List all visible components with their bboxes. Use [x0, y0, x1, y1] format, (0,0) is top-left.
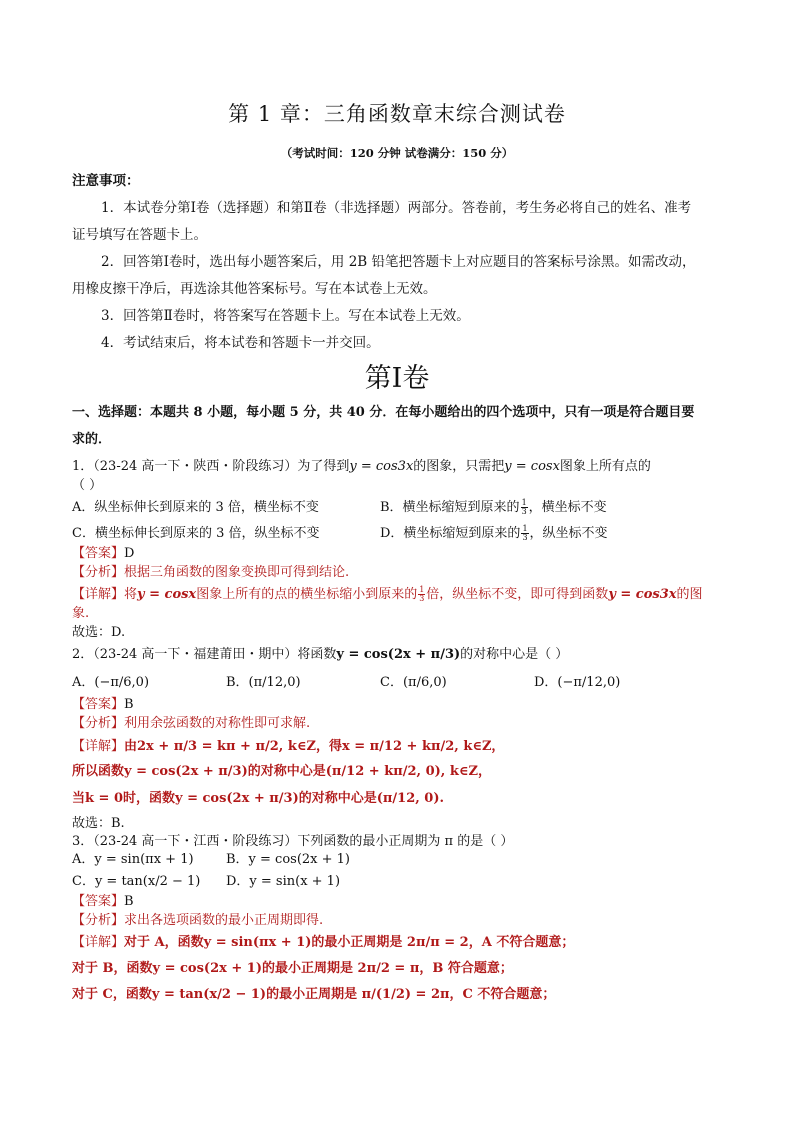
q1-answer	[72, 545, 134, 563]
q1-stem-mid: 的图象，只需把	[413, 459, 505, 474]
q2-stem-post: 的对称中心是（ ）	[460, 647, 569, 662]
q1-conclusion: 故选：D.	[72, 625, 126, 640]
q3-option-b: B．y = cos(2x + 1)	[226, 852, 351, 867]
q1-option-b-post: ，横坐标不变	[528, 500, 607, 515]
answer-value: B	[124, 697, 134, 712]
page-title: 第 1 章：三角函数章末综合测试卷	[228, 102, 566, 126]
frac-den: 3	[419, 594, 425, 603]
frac-num: 1	[522, 524, 528, 533]
q1-option-b	[380, 499, 607, 517]
q2-detail-3: 当k = 0时，函数y = cos(2x + π/3)的对称中心是(π/12, 0).	[72, 791, 445, 806]
q1-option-a: A．纵坐标伸长到原来的 3 倍，横坐标不变	[72, 500, 319, 515]
detail-label: 【详解】	[72, 935, 125, 950]
detail-formula: y = cosx	[137, 587, 197, 602]
q2-stem	[72, 646, 568, 664]
q1-paren: （ ）	[72, 478, 103, 493]
q2-option-c: C．(π/6,0)	[380, 675, 447, 690]
fraction-one-third	[521, 499, 528, 516]
notice-item-2b: 用橡皮擦干净后，再选涂其他答案标号。写在本试卷上无效。	[72, 281, 437, 297]
q1-option-d-post: ，纵坐标不变	[529, 526, 608, 541]
analysis-text: 根据三角函数的图象变换即可得到结论.	[124, 565, 350, 580]
q1-option-c: C．横坐标伸长到原来的 3 倍，纵坐标不变	[72, 526, 320, 541]
detail-text: 的图	[676, 587, 703, 602]
detail-text: 图象上所有的点的横坐标缩小到原来的	[196, 587, 418, 602]
q2-option-b: B．(π/12,0)	[226, 675, 301, 690]
notice-item-1b: 证号填写在答题卡上。	[72, 227, 207, 243]
q1-formula-1: y = cos3x	[349, 459, 414, 474]
q2-answer	[72, 696, 134, 714]
fraction-one-third	[418, 586, 425, 603]
q1-option-d	[380, 525, 608, 543]
frac-num: 1	[521, 498, 527, 507]
q1-analysis	[72, 564, 349, 582]
analysis-text: 求出各选项函数的最小正周期即得.	[124, 913, 324, 928]
notice-item-1a: 1．本试卷分第Ⅰ卷（选择题）和第Ⅱ卷（非选择题）两部分。答卷前，考生务必将自己的姓名、准考	[101, 200, 692, 216]
q2-option-a: A．(−π/6,0)	[72, 675, 150, 690]
analysis-label: 【分析】	[72, 565, 125, 580]
fraction-one-third	[521, 525, 528, 542]
exam-info: （考试时间：120 分钟 试卷满分：150 分）	[280, 146, 514, 160]
q1-detail-b: 象.	[72, 606, 90, 621]
q3-answer	[72, 893, 134, 911]
q1-option-b-pre: B．横坐标缩短到原来的	[380, 500, 520, 515]
answer-value: B	[124, 894, 134, 909]
section-heading-b: 求的．	[72, 432, 112, 447]
q2-formula: y = cos(2x + π/3)	[336, 647, 461, 662]
q3-option-d: D．y = sin(x + 1)	[226, 874, 341, 889]
q3-stem: 3．（23-24 高一下・江西・阶段练习）下列函数的最小正周期为 π 的是（ ）	[72, 834, 514, 849]
q2-conclusion: 故选：B.	[72, 816, 125, 831]
section-heading-a: 一、选择题：本题共 8 小题，每小题 5 分，共 40 分．在每小题给出的四个选项中，只有一项是符合题目要	[72, 405, 695, 420]
detail-text: 由2x + π/3 = kπ + π/2, k∈Z，得x = π/12 + kπ/2, k∈Z，	[124, 739, 505, 754]
q3-analysis	[72, 912, 323, 930]
q2-detail-2: 所以函数y = cos(2x + π/3)的对称中心是(π/12 + kπ/2, 0), k∈Z，	[72, 764, 491, 779]
q3-detail-3: 对于 C，函数y = tan(x/2 − 1)的最小正周期是 π/(1/2) = 2π，C 不符合题意；	[72, 987, 556, 1002]
q2-detail-1	[72, 738, 504, 756]
detail-text: 倍，纵坐标不变，即可得到函数	[426, 587, 609, 602]
analysis-label: 【分析】	[72, 913, 125, 928]
answer-label: 【答案】	[72, 697, 125, 712]
detail-text: 对于 A，函数y = sin(πx + 1)的最小正周期是 2π/π = 2，A 不符合题意；	[124, 935, 575, 950]
answer-label: 【答案】	[72, 546, 125, 561]
detail-label: 【详解】	[72, 587, 125, 602]
notice-item-2a: 2．回答第Ⅰ卷时，选出每小题答案后，用 2B 铅笔把答题卡上对应题目的答案标号涂黑。如需改动，	[101, 254, 696, 270]
q1-option-d-pre: D．横坐标缩短到原来的	[380, 526, 521, 541]
answer-value: D	[124, 546, 135, 561]
answer-label: 【答案】	[72, 894, 125, 909]
notice-item-4: 4．考试结束后，将本试卷和答题卡一并交回。	[101, 335, 380, 351]
notice-item-3: 3．回答第Ⅱ卷时，将答案写在答题卡上。写在本试卷上无效。	[101, 308, 470, 324]
frac-den: 3	[522, 533, 528, 542]
q3-option-a: A．y = sin(πx + 1)	[72, 852, 194, 867]
notice-heading: 注意事项：	[72, 173, 140, 189]
q2-analysis	[72, 715, 310, 733]
q2-option-d: D．(−π/12,0)	[534, 675, 621, 690]
q1-stem-post: 图象上所有点的	[559, 459, 651, 474]
analysis-label: 【分析】	[72, 716, 125, 731]
q1-stem-text: 1．（23-24 高一下・陕西・阶段练习）为了得到	[72, 459, 350, 474]
detail-formula: y = cos3x	[608, 587, 677, 602]
detail-text: 将	[124, 587, 138, 602]
q3-detail-2: 对于 B，函数y = cos(2x + 1)的最小正周期是 2π/2 = π，B 符合题意；	[72, 961, 513, 976]
frac-den: 3	[521, 507, 527, 516]
detail-label: 【详解】	[72, 739, 125, 754]
q2-stem-text: 2．（23-24 高一下・福建莆田・期中）将函数	[72, 647, 337, 662]
q1-detail	[72, 586, 703, 604]
analysis-text: 利用余弦函数的对称性即可求解.	[124, 716, 311, 731]
q1-stem	[72, 458, 651, 476]
frac-num: 1	[419, 585, 425, 594]
q3-option-c: C．y = tan(x/2 − 1)	[72, 874, 201, 889]
volume-title: 第Ⅰ卷	[364, 363, 430, 394]
q1-formula-2: y = cosx	[504, 459, 560, 474]
q3-detail-1	[72, 934, 574, 952]
